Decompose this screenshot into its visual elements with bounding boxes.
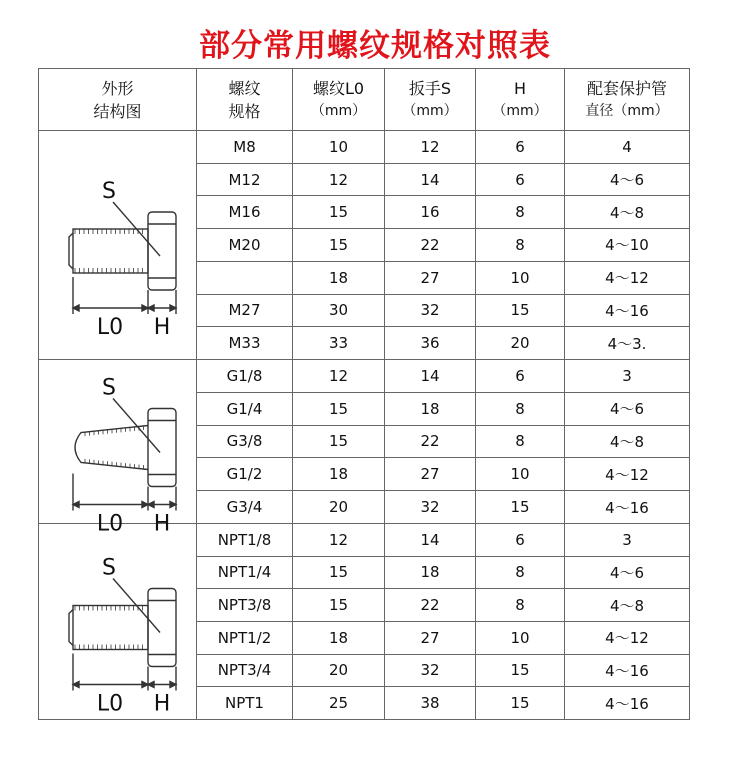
cell-s: 36 bbox=[385, 327, 476, 360]
cell-tube: 4～6 bbox=[565, 163, 690, 196]
cell-h: 15 bbox=[476, 294, 565, 327]
cell-h: 10 bbox=[476, 621, 565, 654]
cell-spec: G3/4 bbox=[197, 491, 293, 524]
cell-s: 27 bbox=[385, 458, 476, 491]
cell-tube: 3 bbox=[565, 360, 690, 393]
cell-s: 14 bbox=[385, 163, 476, 196]
cell-spec: M20 bbox=[197, 229, 293, 262]
page-title: 部分常用螺纹规格对照表 bbox=[199, 28, 551, 64]
cell-spec bbox=[197, 261, 293, 294]
header-row bbox=[39, 69, 690, 131]
cell-h: 8 bbox=[476, 196, 565, 229]
label-l0: L0 bbox=[96, 691, 123, 717]
cell-spec: NPT1/4 bbox=[197, 556, 293, 589]
cell-spec: NPT1/2 bbox=[197, 621, 293, 654]
cell-l0: 25 bbox=[293, 687, 385, 720]
cell-h: 6 bbox=[476, 524, 565, 557]
cell-tube: 4～10 bbox=[565, 229, 690, 262]
cell-l0: 12 bbox=[293, 360, 385, 393]
cell-l0: 33 bbox=[293, 327, 385, 360]
cell-l0: 30 bbox=[293, 294, 385, 327]
label-s: S bbox=[101, 179, 116, 204]
cell-h: 10 bbox=[476, 261, 565, 294]
cell-s: 32 bbox=[385, 294, 476, 327]
cell-s: 32 bbox=[385, 491, 476, 524]
cell-l0: 18 bbox=[293, 261, 385, 294]
cell-spec: NPT1 bbox=[197, 687, 293, 720]
cell-tube: 4～16 bbox=[565, 294, 690, 327]
cell-spec: NPT3/4 bbox=[197, 654, 293, 687]
cell-spec: NPT1/8 bbox=[197, 524, 293, 557]
header-h: H （mm） bbox=[476, 69, 565, 131]
cell-tube: 4～8 bbox=[565, 589, 690, 622]
cell-tube: 4～8 bbox=[565, 196, 690, 229]
cell-l0: 15 bbox=[293, 229, 385, 262]
cell-s: 14 bbox=[385, 524, 476, 557]
cell-l0: 10 bbox=[293, 131, 385, 164]
header-spec: 螺纹 规格 bbox=[197, 69, 293, 131]
label-s: S bbox=[101, 555, 116, 581]
cell-s: 38 bbox=[385, 687, 476, 720]
straight-thread-fitting-diagram bbox=[43, 524, 193, 719]
cell-tube: 4～8 bbox=[565, 425, 690, 458]
cell-l0: 12 bbox=[293, 163, 385, 196]
fitting-diagram-cell bbox=[39, 360, 197, 537]
fitting-diagram-cell bbox=[39, 524, 197, 720]
cell-s: 16 bbox=[385, 196, 476, 229]
cell-h: 15 bbox=[476, 491, 565, 524]
cell-s: 22 bbox=[385, 589, 476, 622]
cell-l0: 12 bbox=[293, 524, 385, 557]
cell-l0: 15 bbox=[293, 392, 385, 425]
fitting-diagram-cell bbox=[39, 131, 197, 360]
cell-h: 6 bbox=[476, 360, 565, 393]
cell-h: 6 bbox=[476, 163, 565, 196]
cell-tube: 4～16 bbox=[565, 491, 690, 524]
cell-spec: M16 bbox=[197, 196, 293, 229]
cell-tube: 3 bbox=[565, 524, 690, 557]
cell-spec: M12 bbox=[197, 163, 293, 196]
cell-l0: 15 bbox=[293, 425, 385, 458]
cell-tube: 4～6 bbox=[565, 556, 690, 589]
cell-tube: 4～12 bbox=[565, 458, 690, 491]
cell-tube: 4～12 bbox=[565, 621, 690, 654]
label-h: H bbox=[153, 691, 170, 717]
cell-s: 27 bbox=[385, 261, 476, 294]
cell-s: 32 bbox=[385, 654, 476, 687]
label-l0: L0 bbox=[96, 511, 123, 537]
cell-l0: 15 bbox=[293, 556, 385, 589]
cell-s: 18 bbox=[385, 556, 476, 589]
thread-spec-table bbox=[38, 68, 690, 720]
straight-thread-fitting-diagram bbox=[43, 131, 193, 359]
cell-tube: 4～3. bbox=[565, 327, 690, 360]
cell-spec: M27 bbox=[197, 294, 293, 327]
cell-s: 14 bbox=[385, 360, 476, 393]
cell-spec: G1/8 bbox=[197, 360, 293, 393]
cell-s: 27 bbox=[385, 621, 476, 654]
header-tube: 配套保护管 直径（mm） bbox=[565, 69, 690, 131]
cell-spec: G1/4 bbox=[197, 392, 293, 425]
cell-l0: 18 bbox=[293, 458, 385, 491]
cell-s: 12 bbox=[385, 131, 476, 164]
cell-l0: 15 bbox=[293, 196, 385, 229]
cell-tube: 4～12 bbox=[565, 261, 690, 294]
header-l0: 螺纹L0 （mm） bbox=[293, 69, 385, 131]
cell-h: 6 bbox=[476, 131, 565, 164]
cell-l0: 18 bbox=[293, 621, 385, 654]
cell-s: 22 bbox=[385, 229, 476, 262]
cell-tube: 4 bbox=[565, 131, 690, 164]
cell-spec: G3/8 bbox=[197, 425, 293, 458]
cell-h: 10 bbox=[476, 458, 565, 491]
cell-s: 18 bbox=[385, 392, 476, 425]
cell-tube: 4～16 bbox=[565, 687, 690, 720]
cell-spec: NPT3/8 bbox=[197, 589, 293, 622]
header-s: 扳手S （mm） bbox=[385, 69, 476, 131]
cell-tube: 4～6 bbox=[565, 392, 690, 425]
cell-h: 8 bbox=[476, 425, 565, 458]
label-h: H bbox=[153, 511, 170, 537]
label-s: S bbox=[101, 375, 116, 401]
cell-spec: G1/2 bbox=[197, 458, 293, 491]
cell-spec: M8 bbox=[197, 131, 293, 164]
cell-l0: 20 bbox=[293, 654, 385, 687]
cell-l0: 15 bbox=[293, 589, 385, 622]
tapered-thread-fitting-diagram bbox=[43, 360, 193, 537]
table-row bbox=[39, 131, 690, 164]
cell-s: 22 bbox=[385, 425, 476, 458]
cell-h: 15 bbox=[476, 654, 565, 687]
cell-h: 8 bbox=[476, 392, 565, 425]
header-shape: 外形 结构图 bbox=[39, 69, 197, 131]
cell-spec: M33 bbox=[197, 327, 293, 360]
table-row bbox=[39, 360, 690, 393]
cell-h: 8 bbox=[476, 556, 565, 589]
cell-l0: 20 bbox=[293, 491, 385, 524]
cell-h: 8 bbox=[476, 589, 565, 622]
table-row bbox=[39, 524, 690, 557]
cell-h: 15 bbox=[476, 687, 565, 720]
label-l0: L0 bbox=[96, 315, 123, 340]
cell-h: 8 bbox=[476, 229, 565, 262]
cell-h: 20 bbox=[476, 327, 565, 360]
cell-tube: 4～16 bbox=[565, 654, 690, 687]
label-h: H bbox=[153, 315, 170, 340]
